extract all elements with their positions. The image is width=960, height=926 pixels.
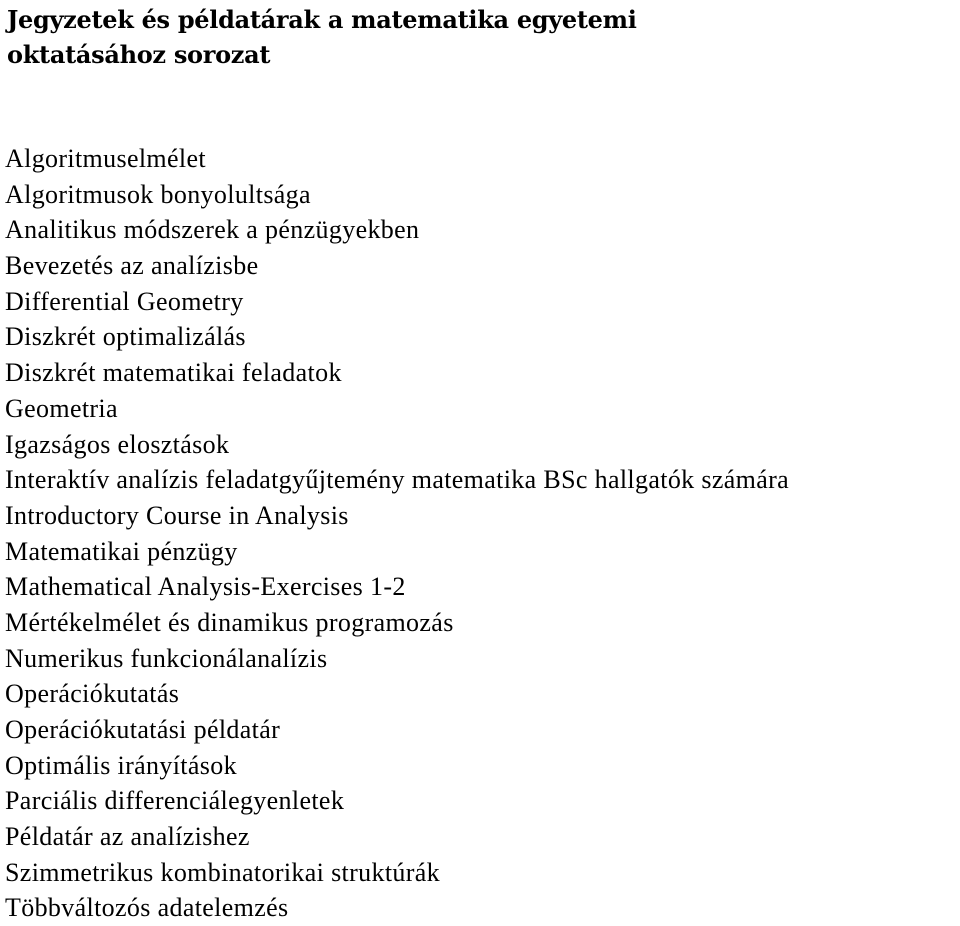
list-item: Mathematical Analysis-Exercises 1-2 — [5, 572, 406, 602]
series-title-line-2: oktatásához sorozat — [7, 40, 271, 69]
series-title-line-1: Jegyzetek és példatárak a matematika egyetemi — [7, 5, 637, 34]
list-item: Példatár az analízishez — [5, 822, 250, 852]
list-item: Numerikus funkcionálanalízis — [5, 643, 328, 673]
list-item: Interaktív analízis feladatgyűjtemény matematika BSc hallgatók számára — [5, 465, 789, 495]
list-item: Differential Geometry — [5, 286, 244, 316]
list-item: Algoritmusok bonyolultsága — [5, 179, 311, 209]
list-item: Introductory Course in Analysis — [5, 500, 349, 530]
book-title-list — [5, 141, 789, 926]
list-item: Analitikus módszerek a pénzügyekben — [5, 215, 420, 245]
list-item: Operációkutatási példatár — [5, 715, 281, 744]
list-item: Bevezetés az analízisbe — [5, 251, 259, 281]
list-item: Diszkrét matematikai feladatok — [5, 358, 342, 388]
list-item: Matematikai pénzügy — [5, 536, 238, 566]
series-title — [7, 2, 927, 72]
list-item: Parciális differenciálegyenletek — [5, 786, 345, 816]
list-item: Geometria — [5, 393, 118, 423]
list-item: Szimmetrikus kombinatorikai struktúrák — [5, 857, 441, 887]
list-item: Igazságos elosztások — [5, 429, 230, 459]
list-item: Diszkrét optimalizálás — [5, 322, 246, 352]
list-item: Algoritmuselmélet — [5, 144, 206, 173]
list-item: Operációkutatás — [5, 679, 180, 709]
list-item: Többváltozós adatelemzés — [5, 893, 289, 923]
list-item: Mértékelmélet és dinamikus programozás — [5, 607, 454, 637]
list-item: Optimális irányítások — [5, 750, 237, 780]
